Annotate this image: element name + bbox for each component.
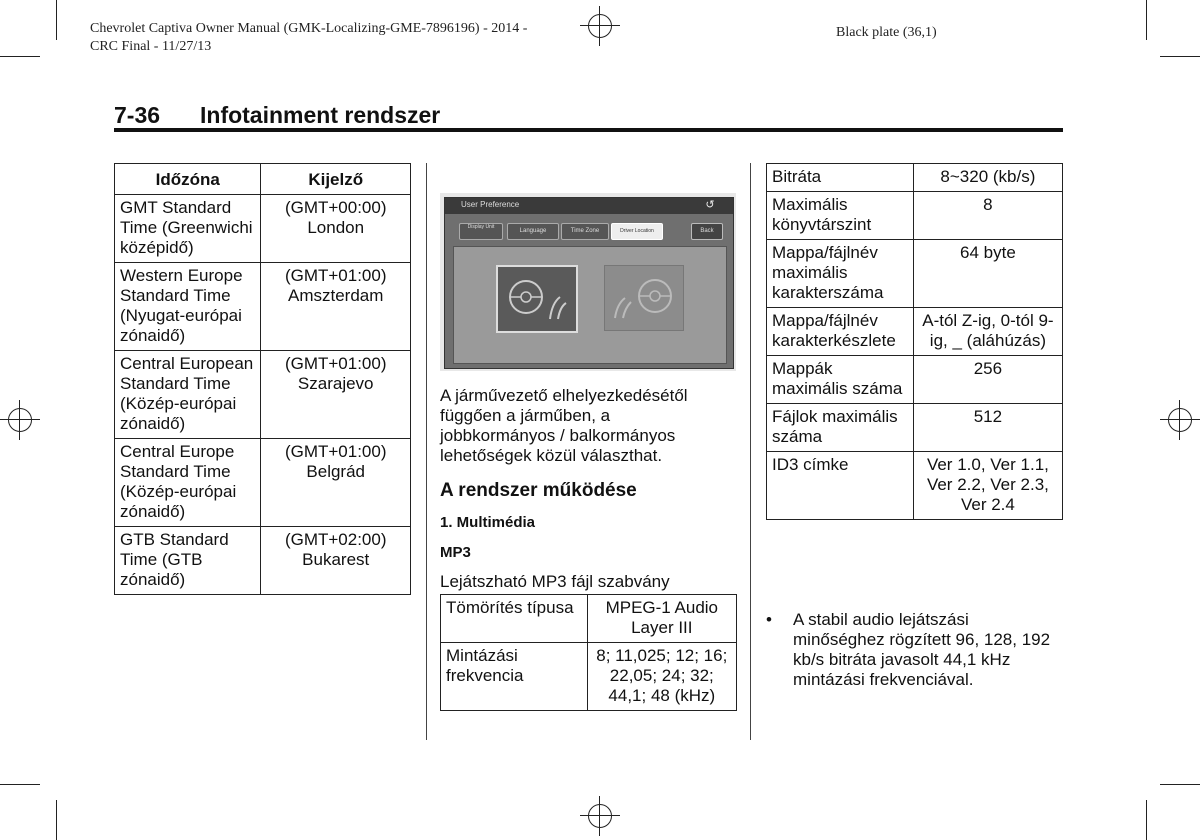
- steering-wheel-right-icon: [605, 266, 683, 330]
- registration-mark-bottom: [580, 796, 620, 836]
- spec-property: Mappák maximális száma: [767, 356, 914, 404]
- spec-property: Bitráta: [767, 164, 914, 192]
- table-row: [767, 356, 1063, 404]
- timezone-name: GMT Standard Time (Greenwichi középidő): [115, 195, 261, 263]
- screen-frame: [444, 197, 734, 369]
- spec-property: Mappa/fájlnév karakterkészlete: [767, 308, 914, 356]
- spec-property: Maximális könyvtárszint: [767, 192, 914, 240]
- table-header: Kijelző: [261, 164, 411, 195]
- header-doc-title: Chevrolet Captiva Owner Manual (GMK-Localizing-GME-7896196) - 2014 -: [90, 21, 528, 36]
- column-divider: [426, 163, 427, 740]
- tab-label: Driver Location: [620, 228, 654, 234]
- tab-time-zone[interactable]: [561, 223, 609, 240]
- mp3-caption: Lejátszható MP3 fájl szabvány: [440, 572, 670, 591]
- crop-mark: [56, 800, 57, 840]
- table-row: [767, 164, 1063, 192]
- spec-value: A-tól Z-ig, 0-tól 9-ig, _ (aláhúzás): [913, 308, 1062, 356]
- spec-property: ID3 címke: [767, 452, 914, 520]
- screen-title: User Preference: [461, 200, 520, 209]
- timezone-display: (GMT+00:00) London: [261, 195, 411, 263]
- mp3-property: Mintázási frekvencia: [441, 643, 588, 711]
- registration-mark-left: [0, 400, 40, 440]
- crop-mark: [1160, 56, 1200, 57]
- mp3-subheading: MP3: [440, 544, 471, 561]
- table-row: [115, 527, 411, 595]
- table-row: [767, 452, 1063, 520]
- crop-mark: [0, 784, 40, 785]
- mp3-value: 8; 11,025; 12; 16; 22,05; 24; 32; 44,1; 48 (kHz): [587, 643, 736, 711]
- page-number: 7-36: [114, 102, 161, 128]
- right-hand-drive-option[interactable]: [604, 265, 684, 331]
- spec-value: 512: [913, 404, 1062, 452]
- column-divider: [750, 163, 751, 740]
- screenshot-figure: [440, 193, 736, 371]
- table-row: [767, 192, 1063, 240]
- mp3-property: Tömörítés típusa: [441, 595, 588, 643]
- screen-tab-bar: [445, 220, 733, 242]
- mp3-table: [440, 594, 737, 711]
- timezone-name: GTB Standard Time (GTB zónaidő): [115, 527, 261, 595]
- table-row: [115, 439, 411, 527]
- spec-value: 8: [913, 192, 1062, 240]
- table-row: [115, 195, 411, 263]
- header-doc-status: CRC Final - 11/27/13: [90, 39, 212, 54]
- timezone-table: [114, 163, 411, 595]
- spec-property: Fájlok maximális száma: [767, 404, 914, 452]
- spec-property: Mappa/fájlnév maximális karakterszáma: [767, 240, 914, 308]
- screen-panel: [453, 246, 727, 364]
- tab-label: Display Unit: [467, 224, 495, 230]
- table-header: Időzóna: [115, 164, 261, 195]
- table-header-row: [115, 164, 411, 195]
- timezone-display: (GMT+02:00) Bukarest: [261, 527, 411, 595]
- table-row: [115, 263, 411, 351]
- spec-value: 256: [913, 356, 1062, 404]
- header-plate: Black plate (36,1): [836, 25, 937, 40]
- spec-value: 64 byte: [913, 240, 1062, 308]
- crop-mark: [1146, 0, 1147, 40]
- tab-driver-location[interactable]: [611, 223, 663, 240]
- spec-value: 8~320 (kb/s): [913, 164, 1062, 192]
- registration-mark-top: [580, 6, 620, 46]
- steering-wheel-left-icon: [498, 267, 576, 331]
- timezone-display: (GMT+01:00) Belgrád: [261, 439, 411, 527]
- spec-value: Ver 1.0, Ver 1.1, Ver 2.2, Ver 2.3, Ver 2.4: [913, 452, 1062, 520]
- table-row: [767, 240, 1063, 308]
- mp3-value: MPEG-1 Audio Layer III: [587, 595, 736, 643]
- table-row: [441, 643, 737, 711]
- timezone-name: Central Europe Standard Time (Közép-európai zónaidő): [115, 439, 261, 527]
- tab-label: Time Zone: [570, 228, 600, 234]
- heading-rule: [114, 128, 1063, 132]
- back-arrow-icon[interactable]: ↺: [705, 199, 715, 211]
- timezone-display: (GMT+01:00) Amszterdam: [261, 263, 411, 351]
- bullet-marker: •: [766, 610, 772, 629]
- table-row: [115, 351, 411, 439]
- tab-display-unit[interactable]: [459, 223, 503, 240]
- timezone-name: Central European Standard Time (Közép-európai zónaidő): [115, 351, 261, 439]
- crop-mark: [56, 0, 57, 40]
- tab-label: Language: [519, 228, 547, 234]
- multimedia-subheading: 1. Multimédia: [440, 514, 536, 531]
- bitrate-recommendation-text: A stabil audio lejátszási minőséghez rögzített 96, 128, 192 kb/s bitrátа javasolt 44,1 kHz mintázási frekvenciával.: [793, 610, 1051, 689]
- left-hand-drive-option[interactable]: [496, 265, 578, 333]
- system-operation-heading: A rendszer működése: [440, 480, 637, 501]
- crop-mark: [1160, 784, 1200, 785]
- crop-mark: [0, 56, 40, 57]
- crop-mark: [1146, 800, 1147, 840]
- table-row: [441, 595, 737, 643]
- audio-spec-table: [766, 163, 1063, 520]
- back-button[interactable]: [691, 223, 723, 240]
- table-row: [767, 404, 1063, 452]
- registration-mark-right: [1160, 400, 1200, 440]
- driver-location-paragraph: A járművezető elhelyezkedésétől függően a járműben, a jobbkormányos / balkormányos lehetőségek közül választhat.: [440, 386, 688, 465]
- section-title: Infotainment rendszer: [200, 102, 441, 128]
- back-label: Back: [700, 228, 714, 234]
- timezone-display: (GMT+01:00) Szarajevo: [261, 351, 411, 439]
- tab-language[interactable]: [507, 223, 559, 240]
- screen-title-bar: [445, 198, 733, 214]
- table-row: [767, 308, 1063, 356]
- timezone-name: Western Europe Standard Time (Nyugat-európai zónaidő): [115, 263, 261, 351]
